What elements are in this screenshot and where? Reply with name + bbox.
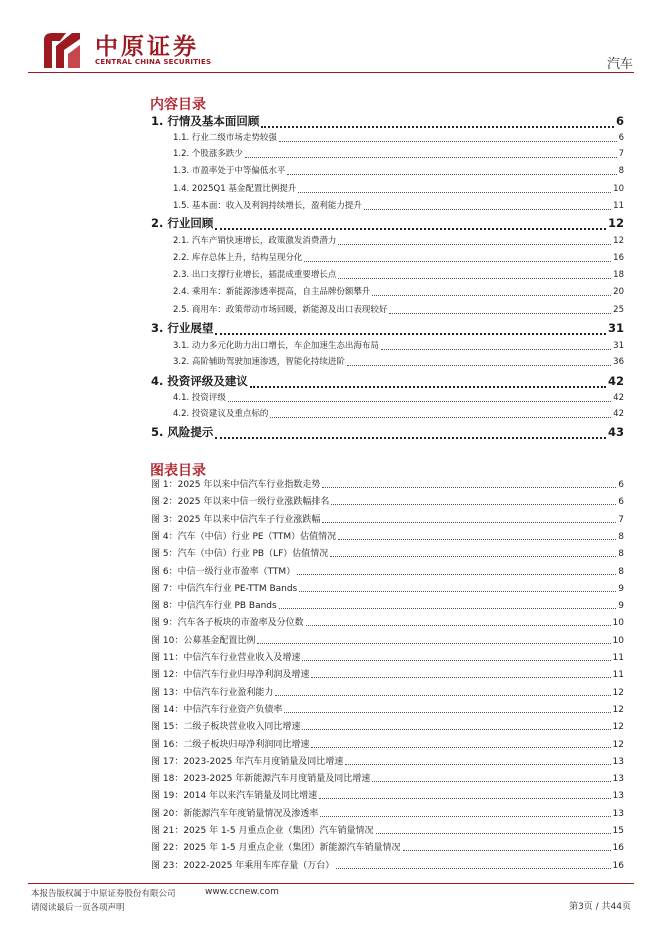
dot-leader [338,277,611,279]
toc-section[interactable] [173,391,624,405]
figure-entry[interactable] [151,771,624,785]
toc-chapter[interactable] [151,424,624,442]
dot-leader [275,694,610,696]
figure-entry-page: 8 [618,549,624,559]
figure-entry-page: 15 [612,826,624,836]
figure-entry-page: 13 [612,809,624,819]
figure-entry[interactable] [151,494,624,508]
toc-section[interactable] [173,251,624,265]
figure-entry[interactable] [151,598,624,612]
figure-entry[interactable] [151,650,624,664]
toc-chapter-label: 3. 行业展望 [151,321,214,335]
figure-entry-page: 12 [612,688,624,698]
dot-leader [284,711,610,713]
figure-entry-label: 图 19：2014 年以来汽车销量及同比增速 [151,791,318,801]
toc-section-page: 20 [613,287,624,297]
figure-entry-page: 10 [612,618,624,628]
toc-section-page: 42 [613,393,624,403]
toc-chapter-label: 4. 投资评级及建议 [151,374,248,388]
figure-entry-page: 11 [612,653,624,663]
toc-section[interactable] [173,268,624,282]
dot-leader [372,294,611,296]
toc-section-page: 31 [613,341,624,351]
dot-leader [311,746,610,748]
toc-chapter[interactable] [151,320,624,338]
toc-section[interactable] [173,131,624,145]
figure-entry-page: 13 [612,757,624,767]
toc-section-label: 2.4. 乘用车：新能源渗透率提高，自主品牌份额攀升 [173,287,371,297]
toc-section-label: 3.2. 高阶辅助驾驶加速渗透，智能化持续进阶 [173,357,345,367]
figure-entry-page: 13 [612,774,624,784]
dot-leader [311,676,610,678]
figure-entry[interactable] [151,719,624,733]
toc-section-label: 1.5. 基本面：收入及利润持续增长，盈利能力提升 [173,201,362,211]
toc-section-page: 18 [613,270,624,280]
figure-entry[interactable] [151,512,624,526]
toc-section-label: 1.3. 市盈率处于中等偏低水平 [173,166,286,176]
footer-divider [28,883,634,884]
toc-chapter[interactable] [151,373,624,391]
dot-leader [287,173,616,175]
toc-chapter-page: 6 [615,114,624,128]
dot-leader [250,385,606,388]
figure-entry-page: 8 [618,567,624,577]
toc-chapter[interactable] [151,215,624,233]
company-name-cn: 中原证券 [95,33,199,60]
figure-entry-label: 图 20：新能源汽车年度销量情况及渗透率 [151,809,319,819]
dot-leader [376,832,611,834]
toc-chapter-label: 5. 风险提示 [151,425,214,439]
figure-entry-label: 图 21：2025 年 1-5 月重点企业（集团）汽车销量情况 [151,826,374,836]
page-header [0,0,662,80]
toc-chapter-page: 42 [607,374,624,388]
toc-section-label: 1.4. 2025Q1 基金配置比例提升 [173,184,297,194]
dot-leader [381,348,611,350]
figure-entry-label: 图 22：2025 年 1-5 月重点企业（集团）新能源汽车销量情况 [151,843,401,853]
figure-entry[interactable] [151,840,624,854]
toc-chapter[interactable] [151,113,624,131]
figure-entry[interactable] [151,702,624,716]
toc-section[interactable] [173,199,624,213]
company-logo-icon [40,30,84,70]
figure-entry-page: 13 [612,791,624,801]
figure-entry[interactable] [151,477,624,491]
figure-entry[interactable] [151,667,624,681]
figure-entry-page: 7 [618,515,624,525]
toc-section-page: 6 [618,133,624,143]
figure-entry-label: 图 7：中信汽车行业 PE-TTM Bands [151,584,298,594]
dot-leader [338,243,611,245]
figure-entry[interactable] [151,806,624,820]
dot-leader [270,416,611,418]
dot-leader [297,573,616,575]
dot-leader [364,208,611,210]
toc-section[interactable] [173,182,624,196]
figure-entry[interactable] [151,788,624,802]
figure-entry-page: 12 [612,705,624,715]
figure-entry-page: 16 [612,861,624,871]
dot-leader [304,260,611,262]
toc-section-label: 1.2. 个股涨多跌少 [173,149,243,159]
dot-leader [319,797,610,799]
figure-entry[interactable] [151,581,624,595]
toc-section-label: 4.1. 投资评级 [173,393,226,403]
industry-label: 汽车 [606,57,633,72]
figure-entry[interactable] [151,564,624,578]
figure-entry-page: 11 [612,670,624,680]
figure-entry-label: 图 12：中信汽车行业归母净利润及增速 [151,670,310,680]
toc-section-page: 16 [613,253,624,263]
figure-entry[interactable] [151,737,624,751]
figure-entry-label: 图 8：中信汽车行业 PB Bands [151,601,277,611]
toc-chapter-page: 31 [607,321,624,335]
toc-section-page: 25 [613,305,624,315]
toc-title: 内容目录 [150,97,206,113]
dot-leader [215,332,606,335]
dot-leader [336,867,610,869]
dot-leader [257,642,610,644]
dot-leader [330,555,616,557]
dot-leader [320,815,610,817]
figure-entry[interactable] [151,685,624,699]
toc-section[interactable] [173,234,624,248]
figure-entry-page: 12 [612,722,624,732]
figure-entry[interactable] [151,858,624,872]
figure-entry-page: 12 [612,740,624,750]
figure-entry-page: 16 [612,843,624,853]
figure-entry-label: 图 18：2023-2025 年新能源汽车月度销量及同比增速 [151,774,371,784]
toc-section[interactable] [173,355,624,369]
figure-entry[interactable] [151,823,624,837]
figure-entry-label: 图 11：中信汽车行业营业收入及增速 [151,653,301,663]
figure-entry-label: 图 6：中信一级行业市盈率（TTM） [151,567,296,577]
figures-title: 图表目录 [150,463,206,479]
dot-leader [389,312,611,314]
figure-entry-label: 图 3：2025 年以来中信汽车子行业涨跌幅 [151,515,321,525]
figure-entry-page: 9 [618,601,624,611]
figure-entry-page: 10 [612,636,624,646]
dot-leader [302,659,610,661]
dot-leader [322,521,616,523]
toc-section-page: 8 [618,166,624,176]
dot-leader [228,400,611,402]
footer-notice: 请阅读最后一页各项声明 [31,903,125,913]
dot-leader [299,590,616,592]
dot-leader [245,156,617,158]
toc-section[interactable] [173,339,624,353]
footer-url[interactable]: www.ccnew.com [205,887,279,897]
toc-chapter-page: 12 [607,216,624,230]
toc-section-page: 10 [613,184,624,194]
figure-entry-label: 图 4：汽车（中信）行业 PE（TTM）估值情况 [151,532,337,542]
dot-leader [338,538,616,540]
footer-page-number: 第3页 / 共44页 [569,902,631,912]
toc-section-page: 42 [613,409,624,419]
toc-section[interactable] [173,303,624,317]
dot-leader [372,780,610,782]
figure-entry[interactable] [151,615,624,629]
figure-entry-label: 图 9：汽车各子板块的市盈率及分位数 [151,618,304,628]
dot-leader [322,486,616,488]
figure-entry-label: 图 15：二级子板块营业收入同比增速 [151,722,301,732]
toc-chapter-label: 2. 行业回顾 [151,216,214,230]
dot-leader [279,140,617,142]
toc-section[interactable] [173,285,624,299]
figure-entry-label: 图 1：2025 年以来中信汽车行业指数走势 [151,480,321,490]
toc-section-page: 12 [613,236,624,246]
dot-leader [345,763,610,765]
toc-section-label: 2.3. 出口支撑行业增长，插混成重要增长点 [173,270,337,280]
dot-leader [331,503,616,505]
dot-leader [279,607,617,609]
toc-section-page: 7 [618,149,624,159]
dot-leader [306,624,611,626]
figure-entry[interactable] [151,529,624,543]
figure-entry-label: 图 17：2023-2025 年汽车月度销量及同比增速 [151,757,344,767]
toc-section[interactable] [173,147,624,161]
toc-section-label: 2.1. 汽车产销快速增长，政策激发消费潜力 [173,236,337,246]
figure-entry[interactable] [151,633,624,647]
figure-entry-page: 6 [618,497,624,507]
dot-leader [298,191,611,193]
toc-chapter-label: 1. 行情及基本面回顾 [151,114,260,128]
figure-entry-label: 图 13：中信汽车行业盈利能力 [151,688,274,698]
toc-section-label: 1.1. 行业二级市场走势较强 [173,133,277,143]
figure-entry-label: 图 5：汽车（中信）行业 PB（LF）估值情况 [151,549,329,559]
figure-entry-page: 8 [618,532,624,542]
footer-copyright: 本报告版权属于中原证券股份有限公司 [31,889,176,899]
figure-entry-label: 图 2：2025 年以来中信一级行业涨跌幅排名 [151,497,330,507]
figure-entry[interactable] [151,754,624,768]
toc-section-page: 36 [613,357,624,367]
header-divider [28,72,634,73]
toc-chapter-page: 43 [607,425,624,439]
figure-entry-page: 6 [618,480,624,490]
toc-section-label: 2.5. 商用车：政策带动市场回暖，新能源及出口表现较好 [173,305,388,315]
toc-section[interactable] [173,164,624,178]
toc-section[interactable] [173,407,624,421]
dot-leader [215,227,606,230]
toc-section-label: 3.1. 动力多元化助力出口增长，车企加速生态出海布局 [173,341,379,351]
figure-entry[interactable] [151,546,624,560]
company-name-en: CENTRAL CHINA SECURITIES [95,58,212,66]
dot-leader [302,728,610,730]
figure-entry-label: 图 10：公募基金配置比例 [151,636,256,646]
figure-entry-label: 图 14：中信汽车行业资产负债率 [151,705,283,715]
dot-leader [261,125,614,128]
dot-leader [215,436,606,439]
figure-entry-label: 图 23：2022-2025 年乘用车库存量（万台） [151,861,335,871]
toc-section-label: 4.2. 投资建议及重点标的 [173,409,269,419]
toc-section-label: 2.2. 库存总体上升，结构呈现分化 [173,253,303,263]
dot-leader [347,364,611,366]
figure-entry-page: 9 [618,584,624,594]
figure-entry-label: 图 16：二级子板块归母净利润同比增速 [151,740,310,750]
toc-section-page: 11 [613,201,624,211]
dot-leader [403,849,611,851]
